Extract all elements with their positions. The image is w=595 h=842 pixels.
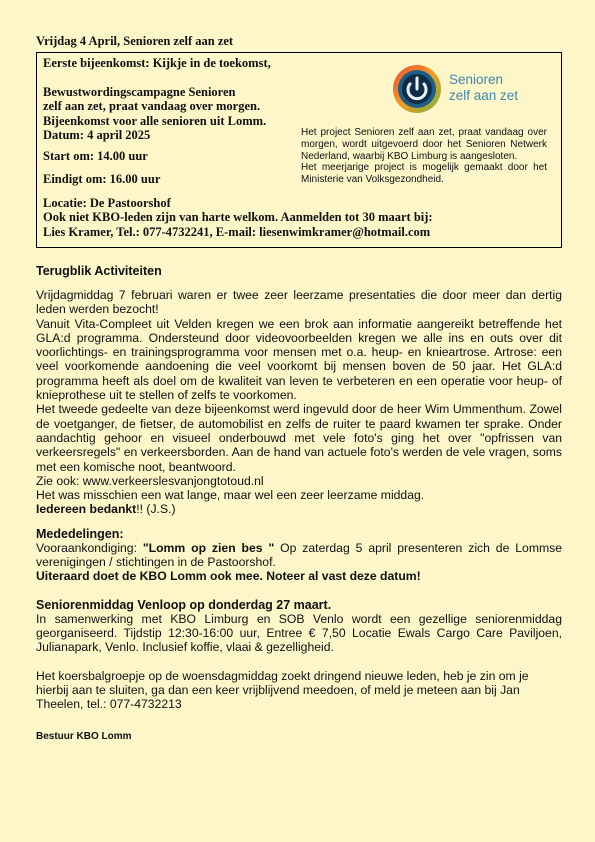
thanks-line [36, 502, 562, 516]
mededelingen-bold-line: Uiteraard doet de KBO Lomm ook mee. Noteer al vast deze datum! [36, 569, 421, 584]
mededelingen-paragraph [36, 541, 562, 570]
document-page [36, 34, 562, 742]
mededelingen-pre: Vooraankondiging: [36, 540, 143, 555]
event-welcome: Ook niet KBO-leden zijn van harte welkom. Aanmelden tot 30 maart bij: [43, 210, 433, 224]
terugblik-paragraph-3: Het tweede gedeelte van deze bijeenkomst werd ingevuld door de heer Wim Ummenthum. Zowel de voetganger, de fietser, de automobilist en zelfs de ruiter te paard kwamen ter sprake. Onder aandachtig gehoor en visueel onderbouwd met vele foto's ging het over "opfrissen van verkeersregels" en verkeersborden. Aan de hand van actuele foto's werden de vele vragen, soms met een komische noot, beantwoord. [36, 402, 562, 474]
campaign-line-1: Bewustwordingscampagne Senioren [43, 84, 236, 99]
signature: Bestuur KBO Lomm [36, 731, 132, 743]
seniorenmiddag-text: In samenwerking met KBO Limburg en SOB Venlo wordt een gezellige seniorenmiddag georganiseerd. Tijdstip 12:30-16:00 uur, Entree € 7,50 Locatie Ewals Cargo Care Paviljoen, Julianapark, Venlo. Inclusief koffie, vlaai & gezelligheid. [36, 611, 562, 655]
page-header: Vrijdag 4 April, Senioren zelf aan zet [36, 34, 234, 48]
event-announcement-box [36, 52, 562, 248]
event-start: Start om: 14.00 uur [43, 148, 148, 163]
logo-text-line-2: zelf aan zet [449, 88, 519, 103]
mededelingen-title: Mededelingen: [36, 526, 124, 541]
event-end: Eindigt om: 16.00 uur [43, 172, 161, 186]
seniorenmiddag-title: Seniorenmiddag Venloop op donderdag 27 maart. [36, 597, 332, 612]
power-button-icon [391, 63, 443, 115]
event-contact: Lies Kramer, Tel.: 077-4732241, E-mail: liesenwimkramer@hotmail.com [43, 224, 431, 239]
logo-text-line-1: Senioren [449, 72, 504, 87]
event-date: Datum: 4 april 2025 [43, 128, 151, 142]
thanks-bold: Iedereen bedankt [36, 502, 137, 517]
thanks-rest: !! (J.S.) [136, 502, 176, 517]
campaign-line-3: Bijeenkomst voor alle senioren uit Lomm. [43, 113, 267, 128]
event-title: Eerste bijeenkomst: Kijkje in de toekomst, [43, 56, 271, 70]
event-location: Locatie: De Pastoorshof [43, 195, 171, 210]
terugblik-paragraph-2: Vanuit Vita-Compleet uit Velden kregen we een brok aan informatie aangereikt betreffende het GLA:d programma. Ondersteund door videovoorbeelden kregen we alle ins en outs over dit voorlichtings- en trainingsprogramma voor mensen met o.a. heup- en knieartrose. Artrose: een veel voorkomende aandoening die veel voorkomt bij mensen boven de 50 jaar. Het GLA:d programma heeft als doel om de kwaliteit van leven te verbeteren en een operatie voor heup- of knieprothese uit te stellen of zelfs te voorkomen. [36, 316, 562, 403]
terugblik-title: Terugblik Activiteiten [36, 264, 162, 278]
logo-text [449, 72, 518, 104]
website-reference: Zie ook: www.verkeerslesvanjongtotoud.nl [36, 473, 264, 488]
campaign-line-2: zelf aan zet, praat vandaag over morgen. [43, 99, 261, 113]
terugblik-paragraph-1: Vrijdagmiddag 7 februari waren er twee zeer leerzame presentaties die door meer dan dertig leden werden bezocht! [36, 288, 562, 317]
koersbal-text: Het koersbalgroepje op de woensdagmiddag zoekt dringend nieuwe leden, heb je zin om je hierbij aan te sluiten, ga dan een keer vrijblijvend meedoen, of meld je meteen aan bij Jan Theelen, tel.: 077-4732213 [36, 668, 529, 712]
project-text-1: Het project Senioren zelf aan zet, praat vandaag over morgen, wordt uitgevoerd door het Senioren Netwerk Nederland, waarbij KBO Limburg is aangesloten. [301, 127, 547, 162]
mededelingen-post: Op zaterdag 5 april presenteren zich de Lommse verenigingen / stichtingen in de Pastoorshof. [36, 540, 562, 570]
mededelingen-event: "Lomm op zien bes " [142, 540, 275, 555]
senioren-zelf-aan-zet-logo [391, 63, 541, 123]
project-text-2: Het meerjarige project is mogelijk gemaakt door het Ministerie van Volksgezondheid. [301, 162, 547, 186]
terugblik-paragraph-5: Het was misschien een wat lange, maar wel een zeer leerzame middag. [36, 488, 425, 503]
project-description [301, 127, 547, 186]
